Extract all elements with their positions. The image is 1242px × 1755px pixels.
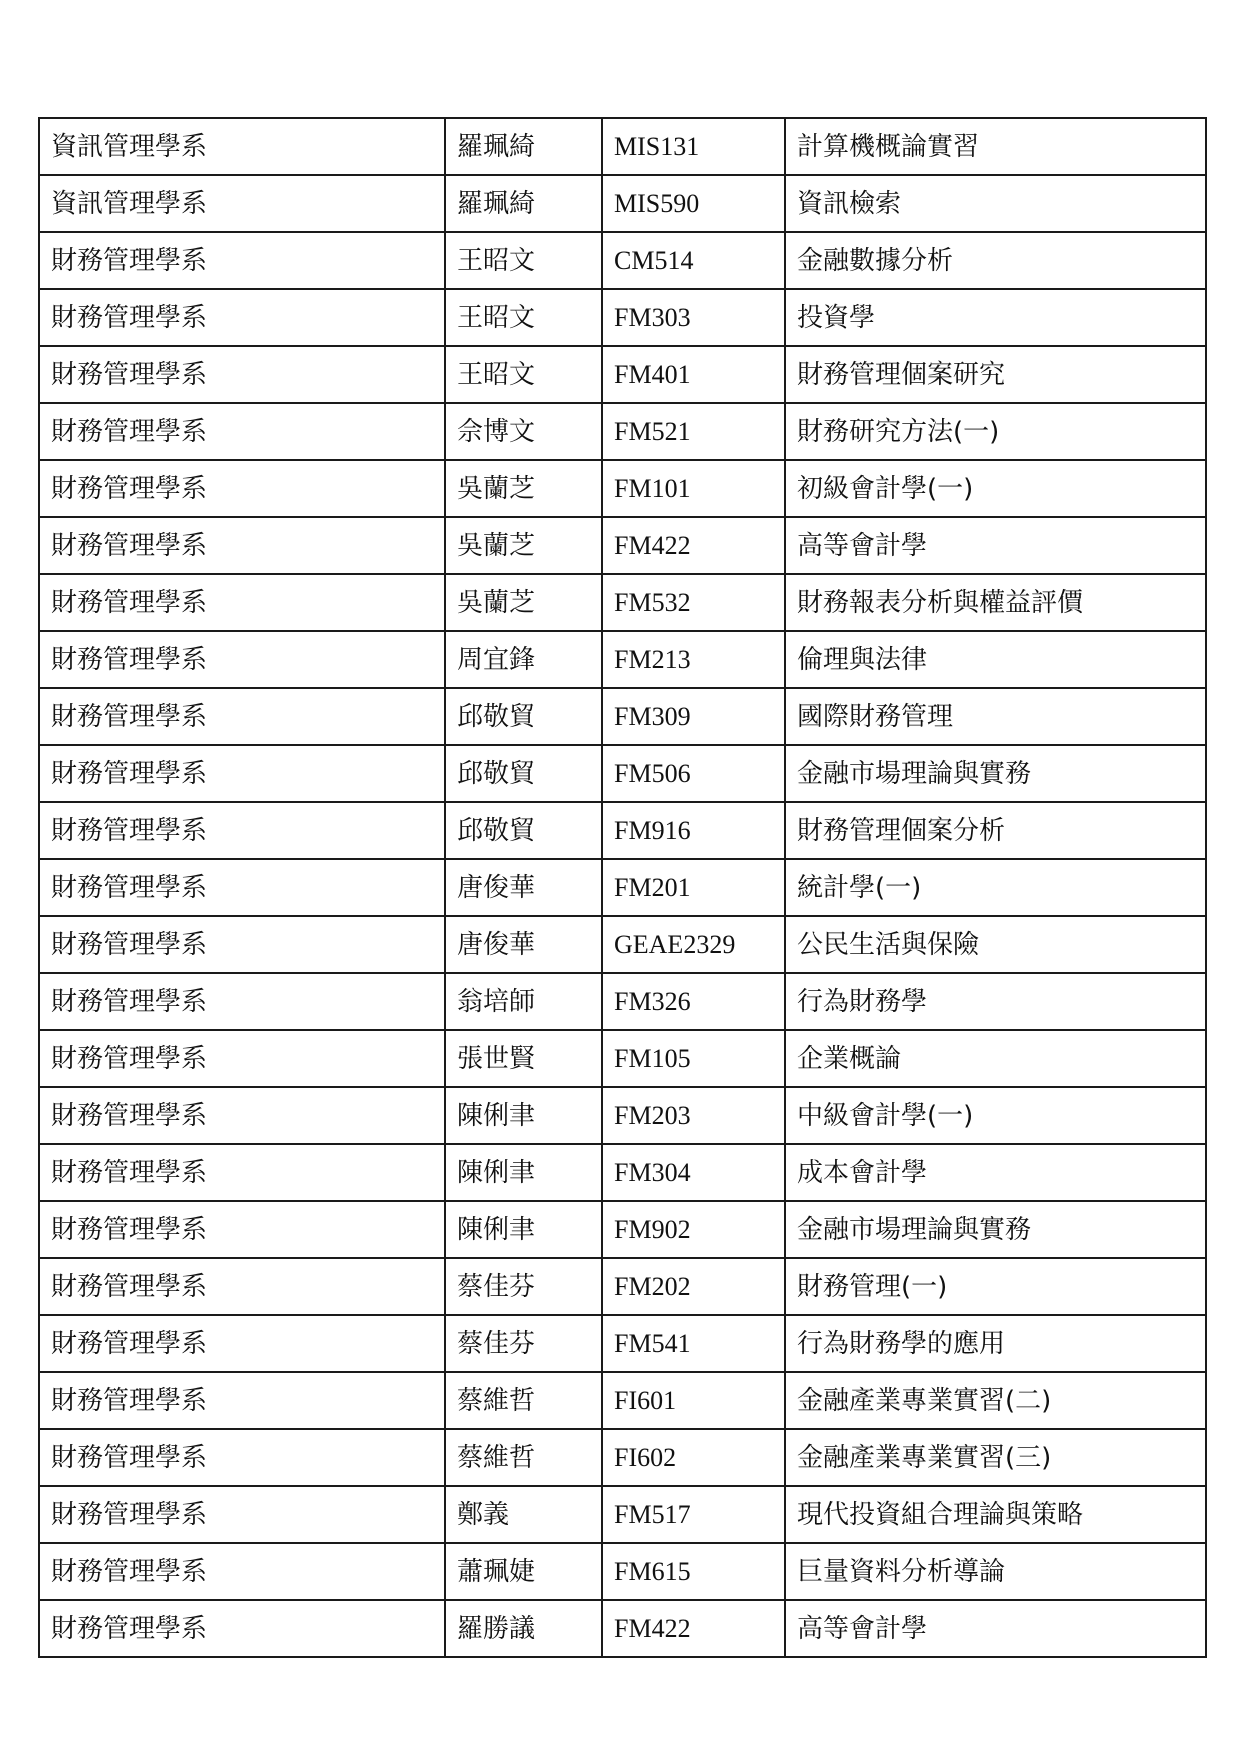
course-code-cell: FM916 bbox=[602, 802, 785, 859]
course-name-cell: 計算機概論實習 bbox=[785, 118, 1206, 175]
teacher-cell: 王昭文 bbox=[445, 232, 602, 289]
teacher-cell: 蔡佳芬 bbox=[445, 1258, 602, 1315]
table-row bbox=[39, 1315, 1206, 1372]
table-row bbox=[39, 745, 1206, 802]
course-code-cell: FM304 bbox=[602, 1144, 785, 1201]
course-name-cell: 高等會計學 bbox=[785, 517, 1206, 574]
department-cell: 財務管理學系 bbox=[39, 517, 445, 574]
table-row bbox=[39, 973, 1206, 1030]
table-body bbox=[39, 118, 1206, 1657]
table-row bbox=[39, 1258, 1206, 1315]
department-cell: 財務管理學系 bbox=[39, 289, 445, 346]
table-row bbox=[39, 289, 1206, 346]
course-name-cell: 金融產業專業實習(二) bbox=[785, 1372, 1206, 1429]
department-cell: 財務管理學系 bbox=[39, 859, 445, 916]
table-row bbox=[39, 1429, 1206, 1486]
course-code-cell: FM422 bbox=[602, 517, 785, 574]
department-cell: 財務管理學系 bbox=[39, 232, 445, 289]
teacher-cell: 翁培師 bbox=[445, 973, 602, 1030]
teacher-cell: 吳蘭芝 bbox=[445, 574, 602, 631]
table-row bbox=[39, 175, 1206, 232]
table-row bbox=[39, 346, 1206, 403]
course-name-cell: 成本會計學 bbox=[785, 1144, 1206, 1201]
teacher-cell: 鄭義 bbox=[445, 1486, 602, 1543]
teacher-cell: 邱敬貿 bbox=[445, 802, 602, 859]
course-code-cell: FM521 bbox=[602, 403, 785, 460]
table-row bbox=[39, 916, 1206, 973]
teacher-cell: 邱敬貿 bbox=[445, 745, 602, 802]
department-cell: 財務管理學系 bbox=[39, 1087, 445, 1144]
table-row bbox=[39, 517, 1206, 574]
table-row bbox=[39, 1543, 1206, 1600]
department-cell: 資訊管理學系 bbox=[39, 175, 445, 232]
department-cell: 財務管理學系 bbox=[39, 1486, 445, 1543]
course-code-cell: FM506 bbox=[602, 745, 785, 802]
course-name-cell: 資訊檢索 bbox=[785, 175, 1206, 232]
course-name-cell: 統計學(一) bbox=[785, 859, 1206, 916]
department-cell: 財務管理學系 bbox=[39, 1144, 445, 1201]
course-name-cell: 企業概論 bbox=[785, 1030, 1206, 1087]
department-cell: 財務管理學系 bbox=[39, 1030, 445, 1087]
department-cell: 財務管理學系 bbox=[39, 1429, 445, 1486]
table-row bbox=[39, 1087, 1206, 1144]
table-row bbox=[39, 688, 1206, 745]
teacher-cell: 羅珮綺 bbox=[445, 175, 602, 232]
course-name-cell: 金融市場理論與實務 bbox=[785, 1201, 1206, 1258]
course-name-cell: 行為財務學的應用 bbox=[785, 1315, 1206, 1372]
teacher-cell: 羅珮綺 bbox=[445, 118, 602, 175]
table-row bbox=[39, 574, 1206, 631]
course-code-cell: MIS590 bbox=[602, 175, 785, 232]
teacher-cell: 蔡維哲 bbox=[445, 1429, 602, 1486]
teacher-cell: 陳俐聿 bbox=[445, 1201, 602, 1258]
table-row bbox=[39, 232, 1206, 289]
course-code-cell: MIS131 bbox=[602, 118, 785, 175]
table-row bbox=[39, 460, 1206, 517]
course-code-cell: FM213 bbox=[602, 631, 785, 688]
course-name-cell: 國際財務管理 bbox=[785, 688, 1206, 745]
course-code-cell: FM532 bbox=[602, 574, 785, 631]
table-row bbox=[39, 1144, 1206, 1201]
course-name-cell: 財務管理個案研究 bbox=[785, 346, 1206, 403]
department-cell: 財務管理學系 bbox=[39, 1543, 445, 1600]
department-cell: 財務管理學系 bbox=[39, 1372, 445, 1429]
course-name-cell: 財務管理(一) bbox=[785, 1258, 1206, 1315]
teacher-cell: 蕭珮婕 bbox=[445, 1543, 602, 1600]
course-name-cell: 財務管理個案分析 bbox=[785, 802, 1206, 859]
course-code-cell: FM303 bbox=[602, 289, 785, 346]
course-code-cell: FM309 bbox=[602, 688, 785, 745]
teacher-cell: 張世賢 bbox=[445, 1030, 602, 1087]
department-cell: 財務管理學系 bbox=[39, 745, 445, 802]
course-name-cell: 現代投資組合理論與策略 bbox=[785, 1486, 1206, 1543]
teacher-cell: 吳蘭芝 bbox=[445, 517, 602, 574]
department-cell: 財務管理學系 bbox=[39, 916, 445, 973]
course-code-cell: FM326 bbox=[602, 973, 785, 1030]
department-cell: 財務管理學系 bbox=[39, 1600, 445, 1657]
course-name-cell: 公民生活與保險 bbox=[785, 916, 1206, 973]
department-cell: 財務管理學系 bbox=[39, 1258, 445, 1315]
teacher-cell: 佘博文 bbox=[445, 403, 602, 460]
department-cell: 財務管理學系 bbox=[39, 1201, 445, 1258]
table-row bbox=[39, 631, 1206, 688]
teacher-cell: 唐俊華 bbox=[445, 859, 602, 916]
table-row bbox=[39, 1030, 1206, 1087]
table-row bbox=[39, 118, 1206, 175]
table-row bbox=[39, 1201, 1206, 1258]
course-code-cell: FI601 bbox=[602, 1372, 785, 1429]
teacher-cell: 邱敬貿 bbox=[445, 688, 602, 745]
teacher-cell: 王昭文 bbox=[445, 346, 602, 403]
course-name-cell: 巨量資料分析導論 bbox=[785, 1543, 1206, 1600]
teacher-cell: 羅勝議 bbox=[445, 1600, 602, 1657]
department-cell: 財務管理學系 bbox=[39, 802, 445, 859]
course-code-cell: FM401 bbox=[602, 346, 785, 403]
course-code-cell: FM201 bbox=[602, 859, 785, 916]
course-code-cell: FM541 bbox=[602, 1315, 785, 1372]
teacher-cell: 陳俐聿 bbox=[445, 1087, 602, 1144]
department-cell: 財務管理學系 bbox=[39, 973, 445, 1030]
table-row bbox=[39, 1600, 1206, 1657]
course-code-cell: FM101 bbox=[602, 460, 785, 517]
course-name-cell: 金融數據分析 bbox=[785, 232, 1206, 289]
course-name-cell: 倫理與法律 bbox=[785, 631, 1206, 688]
table-row bbox=[39, 403, 1206, 460]
teacher-cell: 唐俊華 bbox=[445, 916, 602, 973]
course-code-cell: CM514 bbox=[602, 232, 785, 289]
course-table bbox=[38, 117, 1207, 1658]
teacher-cell: 周宜鋒 bbox=[445, 631, 602, 688]
course-code-cell: FM902 bbox=[602, 1201, 785, 1258]
department-cell: 財務管理學系 bbox=[39, 688, 445, 745]
table-row bbox=[39, 1486, 1206, 1543]
course-name-cell: 行為財務學 bbox=[785, 973, 1206, 1030]
teacher-cell: 吳蘭芝 bbox=[445, 460, 602, 517]
teacher-cell: 王昭文 bbox=[445, 289, 602, 346]
table-row bbox=[39, 1372, 1206, 1429]
teacher-cell: 蔡維哲 bbox=[445, 1372, 602, 1429]
course-code-cell: FI602 bbox=[602, 1429, 785, 1486]
department-cell: 資訊管理學系 bbox=[39, 118, 445, 175]
teacher-cell: 蔡佳芬 bbox=[445, 1315, 602, 1372]
course-name-cell: 投資學 bbox=[785, 289, 1206, 346]
course-name-cell: 金融產業專業實習(三) bbox=[785, 1429, 1206, 1486]
course-name-cell: 財務報表分析與權益評價 bbox=[785, 574, 1206, 631]
course-name-cell: 中級會計學(一) bbox=[785, 1087, 1206, 1144]
department-cell: 財務管理學系 bbox=[39, 1315, 445, 1372]
course-code-cell: FM517 bbox=[602, 1486, 785, 1543]
table-row bbox=[39, 802, 1206, 859]
course-code-cell: FM422 bbox=[602, 1600, 785, 1657]
course-name-cell: 初級會計學(一) bbox=[785, 460, 1206, 517]
teacher-cell: 陳俐聿 bbox=[445, 1144, 602, 1201]
department-cell: 財務管理學系 bbox=[39, 460, 445, 517]
course-name-cell: 高等會計學 bbox=[785, 1600, 1206, 1657]
department-cell: 財務管理學系 bbox=[39, 346, 445, 403]
department-cell: 財務管理學系 bbox=[39, 631, 445, 688]
course-code-cell: FM202 bbox=[602, 1258, 785, 1315]
course-code-cell: FM105 bbox=[602, 1030, 785, 1087]
course-code-cell: FM615 bbox=[602, 1543, 785, 1600]
course-code-cell: FM203 bbox=[602, 1087, 785, 1144]
course-code-cell: GEAE2329 bbox=[602, 916, 785, 973]
course-name-cell: 財務研究方法(一) bbox=[785, 403, 1206, 460]
department-cell: 財務管理學系 bbox=[39, 403, 445, 460]
department-cell: 財務管理學系 bbox=[39, 574, 445, 631]
course-name-cell: 金融市場理論與實務 bbox=[785, 745, 1206, 802]
table-row bbox=[39, 859, 1206, 916]
